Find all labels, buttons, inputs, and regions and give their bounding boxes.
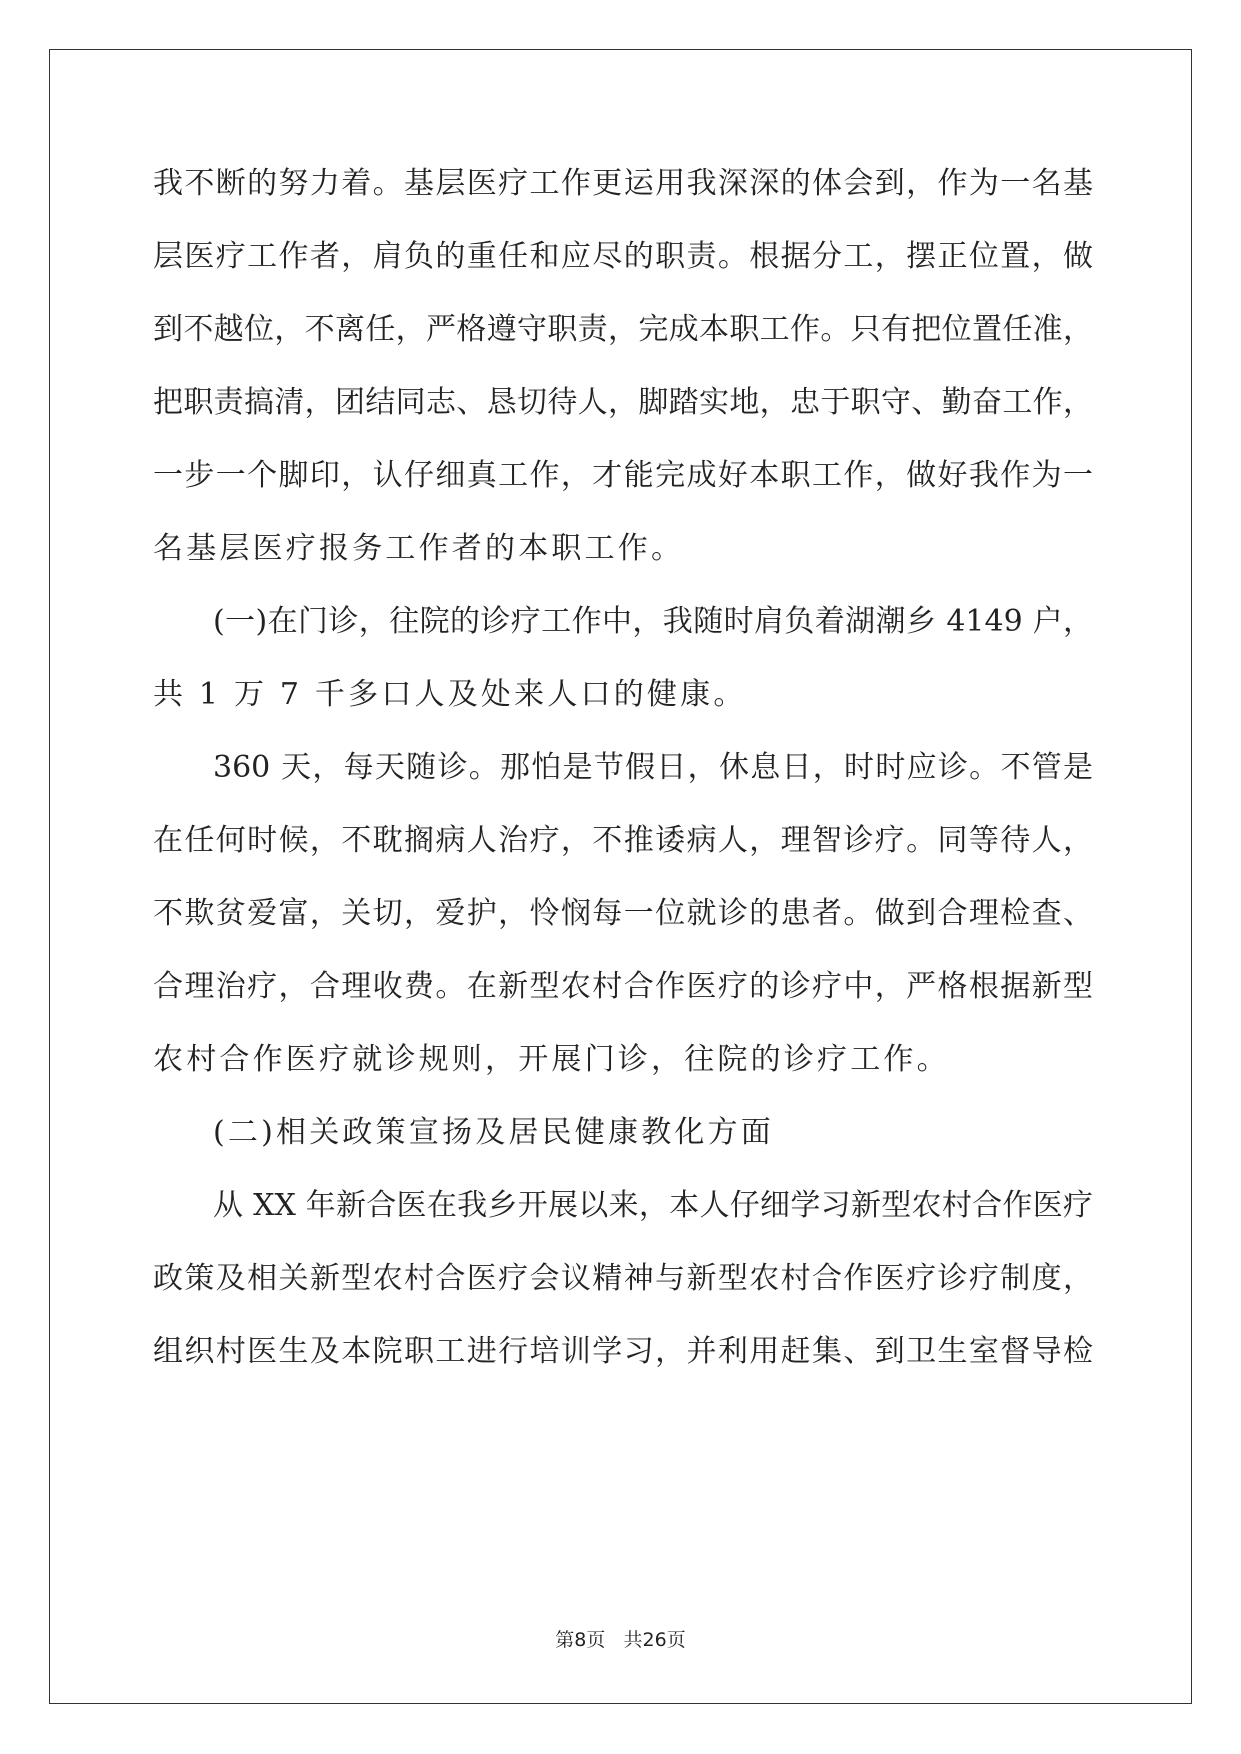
text-line: 组织村医生及本院职工进行培训学习，并利用赶集、到卫生室督导检 [153, 1334, 1093, 1369]
text-line: 在任何时候，不耽搁病人治疗，不推诿病人，理智诊疗。同等待人， [153, 823, 1093, 858]
text-line: 把职责搞清，团结同志、恳切待人，脚踏实地，忠于职守、勤奋工作， [153, 385, 1093, 420]
footer-middle: 页 共 [586, 1629, 643, 1651]
total-page-count: 26 [642, 1629, 667, 1651]
text-line: 农村合作医疗就诊规则，开展门诊，往院的诊疗工作。 [153, 1042, 950, 1077]
footer-suffix: 页 [666, 1629, 686, 1651]
section-heading: (二)相关政策宣扬及居民健康教化方面 [213, 1115, 775, 1150]
text-line: 360 天，每天随诊。那怕是节假日，休息日，时时应诊。不管是 [213, 750, 1093, 785]
page-footer [0, 1628, 1241, 1652]
footer-prefix: 第 [555, 1629, 575, 1651]
text-line: 合理治疗，合理收费。在新型农村合作医疗的诊疗中，严格根据新型 [153, 969, 1093, 1004]
text-line: 一步一个脚印，认仔细真工作，才能完成好本职工作，做好我作为一 [153, 458, 1093, 493]
text-line: 到不越位，不离任，严格遵守职责，完成本职工作。只有把位置任准， [153, 312, 1093, 347]
text-line: 不欺贫爱富，关切，爱护，怜悯每一位就诊的患者。做到合理检查、 [153, 896, 1093, 931]
text-line: 名基层医疗报务工作者的本职工作。 [153, 531, 685, 566]
current-page-number: 8 [574, 1629, 587, 1651]
text-line: 层医疗工作者，肩负的重任和应尽的职责。根据分工，摆正位置，做 [153, 239, 1093, 274]
text-line: 政策及相关新型农村合医疗会议精神与新型农村合作医疗诊疗制度， [153, 1261, 1093, 1296]
text-line: 从 XX 年新合医在我乡开展以来，本人仔细学习新型农村合作医疗 [213, 1188, 1093, 1223]
paragraph-heading-line: (一)在门诊，往院的诊疗工作中，我随时肩负着湖潮乡 4149 户， [213, 604, 1093, 639]
text-line: 共 1 万 7 千多口人及处来人口的健康。 [153, 677, 747, 712]
page-border [49, 49, 1192, 1704]
text-line: 我不断的努力着。基层医疗工作更运用我深深的体会到，作为一名基 [153, 166, 1093, 201]
